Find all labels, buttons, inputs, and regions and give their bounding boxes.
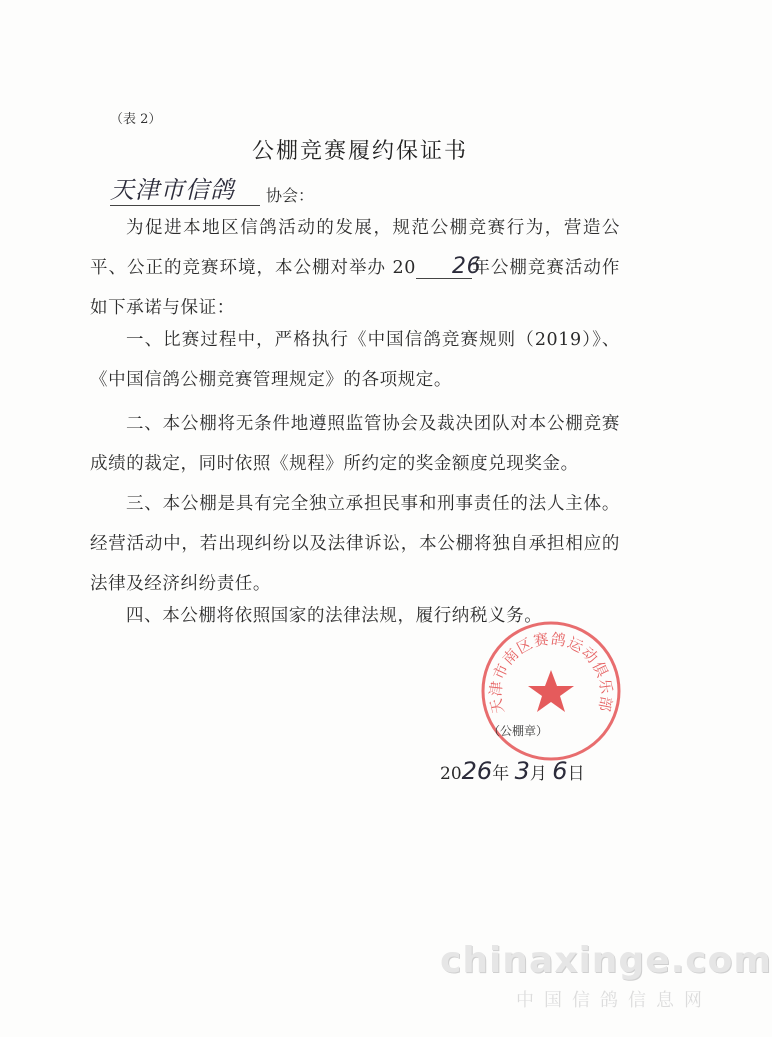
date-day-unit: 日 — [567, 764, 585, 784]
table-tag: （表 2） — [110, 112, 162, 127]
date-month-handwriting: 3 — [514, 757, 530, 785]
addressee-blank — [110, 170, 260, 206]
signing-date — [440, 757, 585, 785]
addressee-line — [110, 170, 315, 205]
page-title: 公棚竞赛履约保证书 — [251, 139, 468, 164]
intro-paragraph — [90, 208, 620, 328]
clause-3: 三、本公棚是具有完全独立承担民事和刑事责任的法人主体。经营活动中，若出现纠纷以及法律诉讼，本公棚将独自承担相应的法律及经济纠纷责任。 — [90, 494, 620, 594]
addressee-suffix: 协会： — [266, 186, 315, 205]
year-handwriting: 26 — [416, 256, 472, 279]
date-year-unit: 年 — [492, 764, 510, 784]
official-seal — [478, 618, 624, 764]
clause-4: 四、本公棚将依照国家的法律法规，履行纳税义务。 — [126, 606, 543, 626]
intro-after-year: 年公棚竞赛活动作如下承诺与保证： — [90, 258, 620, 318]
clause-1: 一、比赛过程中，严格执行《中国信鸽竞赛规则（2019）》、《中国信鸽公棚竞赛管理规定》的各项规定。 — [90, 330, 620, 390]
date-year-handwriting: 26 — [461, 757, 493, 785]
date-day-handwriting: 6 — [552, 757, 568, 785]
watermark-domain: chinaxinge.com — [440, 940, 772, 981]
date-prefix: 20 — [440, 764, 462, 784]
date-month-unit: 月 — [529, 764, 547, 784]
watermark-site-name: 中国信鸽信息网 — [516, 990, 712, 1011]
seal-star-icon — [528, 670, 574, 712]
seal-text: 天津市南区赛鸽运动俱乐部 — [486, 629, 616, 716]
intro-before-year: 为促进本地区信鸽活动的发展，规范公棚竞赛行为，营造公平、公正的竞赛环境，本公棚对举办 20 — [90, 218, 620, 278]
seal-label: （公棚章） — [488, 724, 549, 738]
addressee-handwriting: 天津市信鸽 — [110, 176, 235, 204]
clause-2: 二、本公棚将无条件地遵照监管协会及裁决团队对本公棚竞赛成绩的裁定，同时依照《规程》所约定的奖金额度兑现奖金。 — [90, 414, 620, 474]
